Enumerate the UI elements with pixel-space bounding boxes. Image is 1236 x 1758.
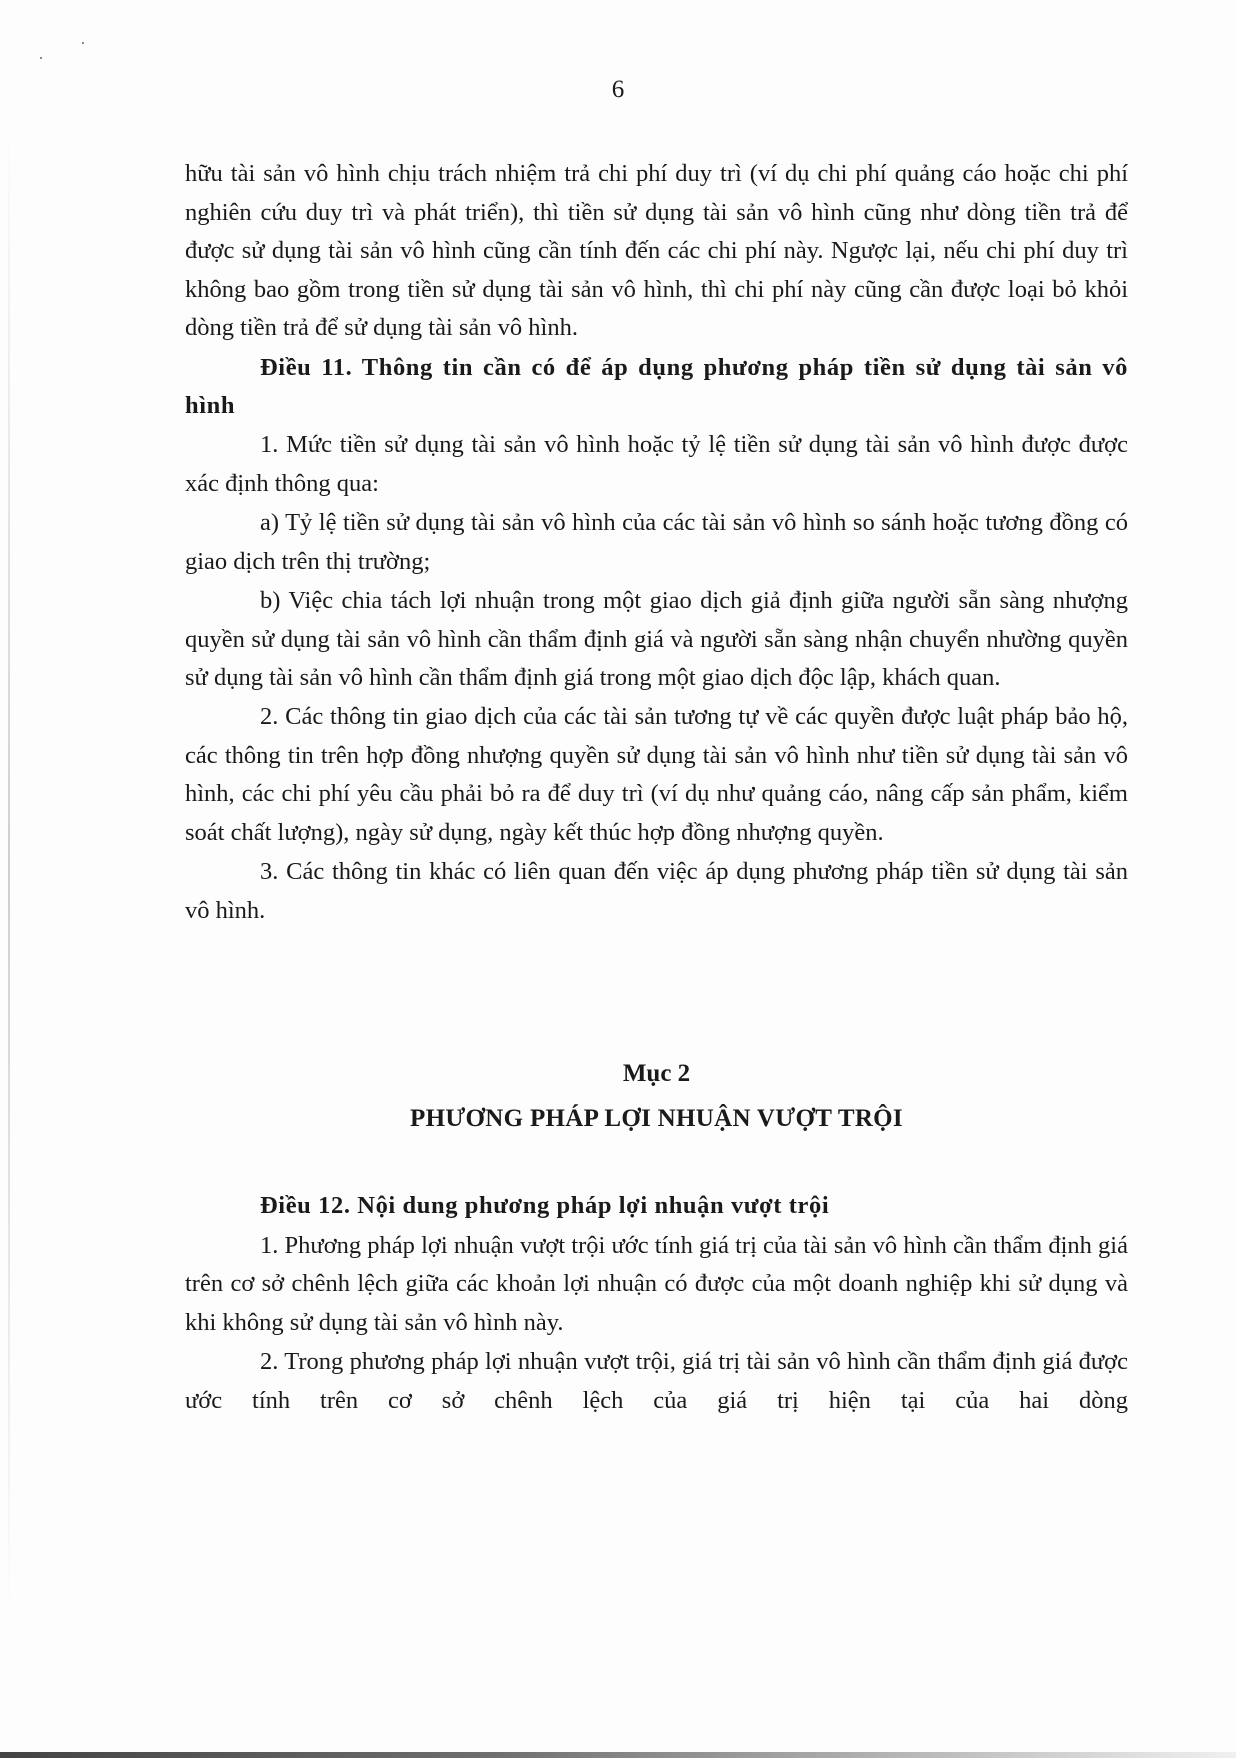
scan-edge-bottom <box>0 1752 1236 1758</box>
article-11-clause-2: 2. Các thông tin giao dịch của các tài sản tương tự về các quyền được luật pháp bảo hộ, các thông tin trên hợp đồng nhượng quyền sử dụng tài sản vô hình như tiền sử dụng tài sản vô hình, các chi phí yêu cầu phải bỏ ra để duy trì (ví dụ như quảng cáo, nâng cấp sản phẩm, kiểm soát chất lượng), ngày sử dụng, ngày kết thúc hợp đồng nhượng quyền. <box>185 703 1128 847</box>
article-12-clause-1: 1. Phương pháp lợi nhuận vượt trội ước tính giá trị của tài sản vô hình cần thẩm định giá trên cơ sở chênh lệch giữa các khoản lợi nhuận có được của một doanh nghiệp khi sử dụng và khi không sử dụng tài sản vô hình này. <box>185 1231 1128 1336</box>
section-title: PHƯƠNG PHÁP LỢI NHUẬN VƯỢT TRỘI <box>410 1105 903 1133</box>
scan-speck <box>40 57 42 59</box>
page-number: 6 <box>611 76 625 103</box>
paragraph-continuation: hữu tài sản vô hình chịu trách nhiệm trả chi phí duy trì (ví dụ chi phí quảng cáo hoặc chi phí nghiên cứu duy trì và phát triển), thì tiền sử dụng tài sản vô hình cũng như dòng tiền trả để được sử dụng tài sản vô hình cũng cần tính đến các chi phí này. Ngược lại, nếu chi phí duy trì không bao gồm trong tiền sử dụng tài sản vô hình, thì chi phí này cũng cần được loại bỏ khỏi dòng tiền trả để sử dụng tài sản vô hình. <box>185 160 1128 342</box>
article-11-clause-3: 3. Các thông tin khác có liên quan đến việc áp dụng phương pháp tiền sử dụng tài sản vô hình. <box>185 858 1128 924</box>
scan-speck <box>82 42 84 44</box>
scan-edge-left <box>8 120 10 1620</box>
article-11-clause-1: 1. Mức tiền sử dụng tài sản vô hình hoặc tỷ lệ tiền sử dụng tài sản vô hình được được xác định thông qua: <box>185 431 1128 497</box>
section-2-header <box>185 1053 1128 1143</box>
document-body <box>185 155 1128 1420</box>
section-label: Mục 2 <box>622 1060 691 1088</box>
article-11-point-a: a) Tỷ lệ tiền sử dụng tài sản vô hình của các tài sản vô hình so sánh hoặc tương đồng có giao dịch trên thị trường; <box>185 509 1128 575</box>
article-11-heading: Điều 11. Thông tin cần có để áp dụng phương pháp tiền sử dụng tài sản vô hình <box>185 353 1128 420</box>
article-12-heading: Điều 12. Nội dung phương pháp lợi nhuận vượt trội <box>260 1192 830 1220</box>
article-12-clause-2: 2. Trong phương pháp lợi nhuận vượt trội, giá trị tài sản vô hình cần thẩm định giá được ước tính trên cơ sở chênh lệch của giá trị hiện tại của hai dòng <box>185 1348 1128 1414</box>
article-11-point-b: b) Việc chia tách lợi nhuận trong một giao dịch giả định giữa người sẵn sàng nhượng quyền sử dụng tài sản vô hình cần thẩm định giá và người sẵn sàng nhận chuyển nhường quyền sử dụng tài sản vô hình cần thẩm định giá trong một giao dịch độc lập, khách quan. <box>185 586 1128 692</box>
